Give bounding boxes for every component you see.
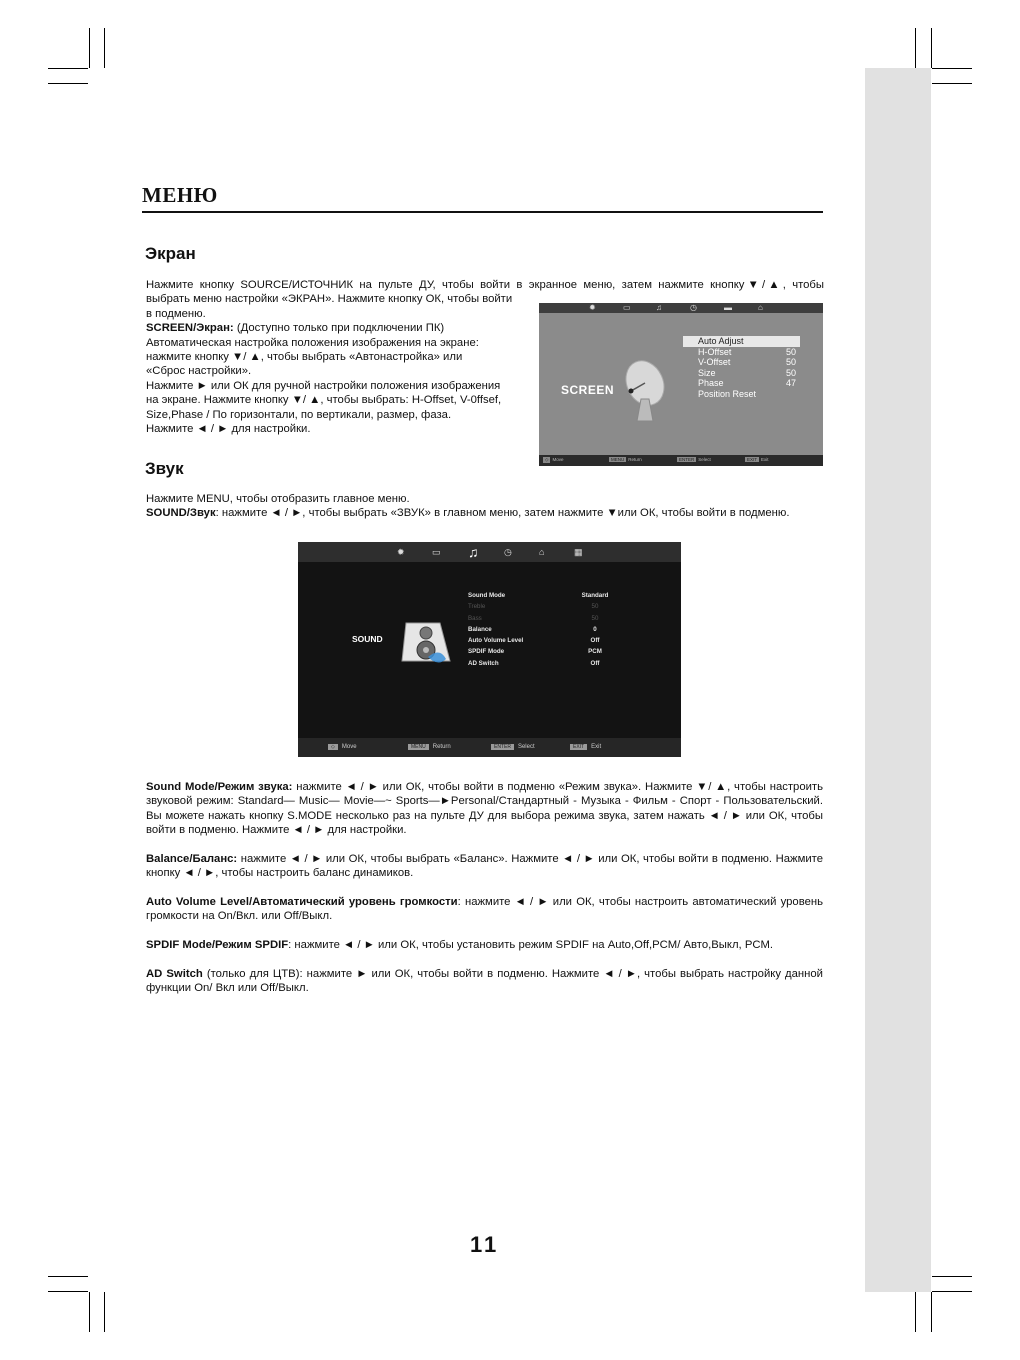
osd-item-label: V-Offset: [698, 357, 731, 368]
page-number: 11: [470, 1232, 500, 1257]
osd-item-label: H-Offset: [698, 346, 732, 357]
hint-text: Exit: [591, 744, 602, 750]
picture-tab-icon: ✹: [589, 303, 596, 312]
avl-paragraph: [146, 895, 823, 924]
osd-item-v-offset[interactable]: [683, 357, 800, 368]
sound-tab-icon: ♫: [656, 303, 662, 312]
osd-hint-bar: [298, 738, 681, 757]
balance-term: Balance/Баланс:: [146, 853, 238, 865]
screen-heading: Экран: [145, 244, 196, 263]
screen-tab-icon: ▭: [432, 547, 441, 557]
screen-line-3: в подменю.: [146, 307, 206, 320]
lock-tab-icon: ⌂: [758, 303, 763, 312]
hint-return: [609, 457, 642, 462]
hint-text: Exit: [761, 457, 769, 462]
osd-item-value: 50: [785, 367, 796, 378]
osd-item-label: Bass: [468, 614, 482, 622]
hint-text: Move: [552, 457, 564, 462]
title-rule: [142, 211, 823, 213]
screen-line-9: на экране. Нажмите кнопку ▼/ ▲, чтобы выбрать: H-Offset, V-0ffsef,: [146, 394, 502, 407]
hint-return: [408, 744, 451, 750]
osd-tab-bar: [539, 303, 823, 313]
osd-item-value: 50: [785, 357, 796, 368]
ad-switch-term: AD Switch: [146, 968, 203, 980]
sound-term: SOUND/Звук: [146, 507, 216, 520]
osd-hint-bar: [539, 455, 823, 466]
sound-mode-paragraph: [146, 780, 823, 838]
osd-item-auto-volume-level[interactable]: [468, 635, 618, 646]
osd-item-h-offset[interactable]: [683, 347, 800, 358]
osd-item-phase[interactable]: [683, 378, 800, 389]
sound-osd-menu: [468, 590, 618, 669]
hint-key: MENU: [611, 457, 625, 462]
osd-item-value: 50: [591, 614, 599, 622]
speaker-icon: [400, 617, 456, 667]
side-tab-strip: [865, 68, 931, 1292]
hint-exit: [745, 457, 769, 462]
hint-move: [543, 457, 563, 463]
hint-key: EXIT: [747, 457, 758, 462]
osd-item-spdif-mode[interactable]: [468, 646, 618, 657]
hint-text: Move: [341, 744, 357, 750]
osd-item-label: Sound Mode: [468, 592, 506, 599]
osd-item-label: Treble: [468, 603, 486, 611]
screen-osd-screenshot: [539, 303, 823, 466]
option-tab-icon: ▬: [724, 303, 732, 312]
sound-mode-term: Sound Mode/Режим звука:: [146, 781, 293, 793]
spdif-text: : нажмите ◄ / ► или ОК, чтобы установить режим SPDIF на Auto,Off,PCM/ Авто,Выкл, PCM.: [288, 939, 774, 951]
osd-item-value: 0: [593, 625, 597, 633]
hint-select: [677, 457, 711, 462]
screen-line-1: Нажмите кнопку SOURCE/ИСТОЧНИК на пульте ДУ, чтобы войти в экранное меню, затем нажмите кнопку▼/▲, чтобы: [146, 279, 824, 291]
osd-item-value: 47: [785, 378, 796, 389]
osd-item-value: Off: [590, 637, 600, 645]
sound-tab-icon: ♫: [468, 544, 479, 560]
move-icon: ◇: [545, 457, 549, 462]
screen-line-7: «Сброс настройки».: [146, 365, 252, 378]
sound-heading: Звук: [145, 459, 184, 478]
sound-desc: : нажмите ◄ / ►, чтобы выбрать «ЗВУК» в главном меню, затем нажмите ▼или ОК, чтобы войти в подменю.: [215, 507, 790, 520]
hint-text: Select: [517, 744, 535, 750]
hint-key: ENTER: [491, 744, 514, 750]
screen-line-8: Нажмите ► или ОК для ручной настройки положения изображения: [146, 379, 501, 392]
screen-osd-label: SCREEN: [561, 383, 615, 397]
ad-switch-text: (только для ЦТВ): нажмите ► или ОК, чтобы войти в подменю. Нажмите ◄ / ►, чтобы выбрать настройку данной функции On/ Вкл или Off/Выкл.: [146, 968, 823, 995]
osd-item-sound-mode[interactable]: [468, 590, 618, 601]
screen-tab-icon: ▭: [623, 303, 631, 312]
sound-mode-text: нажмите ◄ / ► или ОК, чтобы войти в подменю «Режим звука». Нажмите ▼/ ▲, чтобы настроить звуковой режим: Standard— Music— Movie—~ Sports—►Personal/Стандартный - Музыка - Фильм - Спорт - Пользовательский. Вы можете нажать кнопку S.MODE несколько раз на пульте ДУ для выбора режима звука, затем нажать ◄ / ► или ОК, чтобы войти в подменю. Нажмите ◄ / ► для настройки.: [146, 781, 823, 837]
osd-item-balance[interactable]: [468, 624, 618, 635]
osd-item-label: Balance: [468, 625, 492, 633]
osd-item-value: 50: [785, 346, 796, 357]
time-tab-icon: ◷: [504, 547, 512, 557]
screen-desc: (Доступно только при подключении ПК): [233, 322, 445, 335]
move-icon: ◇: [328, 744, 338, 750]
hint-key: EXIT: [570, 744, 587, 750]
hint-text: Return: [628, 457, 642, 462]
page-title: МЕНЮ: [142, 183, 218, 207]
hint-select: [491, 744, 535, 750]
lock-tab-icon: ⌂: [539, 547, 545, 557]
sound-line-1: Нажмите MENU, чтобы отобразить главное меню.: [146, 493, 410, 505]
time-tab-icon: ◷: [690, 303, 697, 312]
spdif-paragraph: [146, 938, 836, 952]
screen-line-5: Автоматическая настройка положения изображения на экране:: [146, 336, 479, 349]
screen-line-6: нажмите кнопку ▼/ ▲, чтобы выбрать «Автонастройка» или: [146, 351, 463, 364]
hint-key: ENTER: [679, 457, 695, 462]
osd-item-bass[interactable]: [468, 613, 618, 624]
satellite-dish-icon: [619, 355, 669, 425]
sound-line-2: [146, 506, 836, 520]
osd-item-label: Auto Adjust: [698, 336, 744, 346]
hint-move: [328, 744, 357, 750]
sound-osd-label: SOUND: [352, 634, 383, 644]
osd-item-label: Phase: [698, 378, 724, 389]
screen-line-11: Нажмите ◄ / ► для настройки.: [146, 423, 311, 436]
osd-item-size[interactable]: [683, 368, 800, 379]
osd-item-label: Auto Volume Level: [468, 637, 524, 645]
hint-text: Select: [698, 457, 711, 462]
avl-term: Auto Volume Level/Автоматический уровень громкости: [146, 896, 458, 908]
app-tab-icon: ▦: [574, 547, 583, 557]
sound-intro: [146, 492, 836, 521]
osd-item-auto-adjust[interactable]: [683, 336, 800, 347]
osd-item-ad-switch[interactable]: [468, 658, 618, 669]
osd-tab-bar: [298, 542, 681, 562]
osd-item-treble[interactable]: [468, 601, 618, 612]
balance-paragraph: [146, 852, 823, 881]
osd-item-value: PCM: [588, 648, 602, 656]
osd-item-label: Size: [698, 367, 716, 378]
hint-key: MENU: [408, 744, 429, 750]
hint-exit: [570, 744, 601, 750]
sound-osd-screenshot: [298, 542, 681, 757]
picture-tab-icon: ✹: [397, 547, 405, 557]
ad-switch-paragraph: [146, 967, 823, 996]
spdif-term: SPDIF Mode/Режим SPDIF: [146, 939, 289, 951]
osd-item-label: AD Switch: [468, 659, 499, 667]
osd-item-label: Position Reset: [698, 388, 757, 399]
balance-text: нажмите ◄ / ► или ОК, чтобы выбрать «Баланс». Нажмите ◄ / ► или ОК, чтобы войти в подменю. Нажмите кнопку ◄ / ►, чтобы настроить баланс динамиков.: [146, 853, 823, 880]
osd-item-label: SPDIF Mode: [468, 648, 505, 656]
osd-item-position-reset[interactable]: [683, 389, 800, 400]
hint-text: Return: [432, 744, 451, 750]
screen-line-2: выбрать меню настройки «ЭКРАН». Нажмите кнопку ОК, чтобы войти: [146, 293, 513, 306]
osd-item-value: Off: [590, 659, 600, 667]
osd-item-value: 50: [591, 603, 599, 611]
screen-line-10: Size,Phase / По горизонтали, по вертикали, размер, фаза.: [146, 408, 452, 421]
screen-osd-menu: [683, 336, 800, 400]
avl-text: : нажмите ◄ / ► или ОК, чтобы настроить автоматический уровень громкости на On/Вкл. или Off/Выкл.: [146, 896, 823, 923]
screen-term: SCREEN/Экран:: [146, 322, 234, 335]
osd-item-value: Standard: [581, 592, 609, 599]
